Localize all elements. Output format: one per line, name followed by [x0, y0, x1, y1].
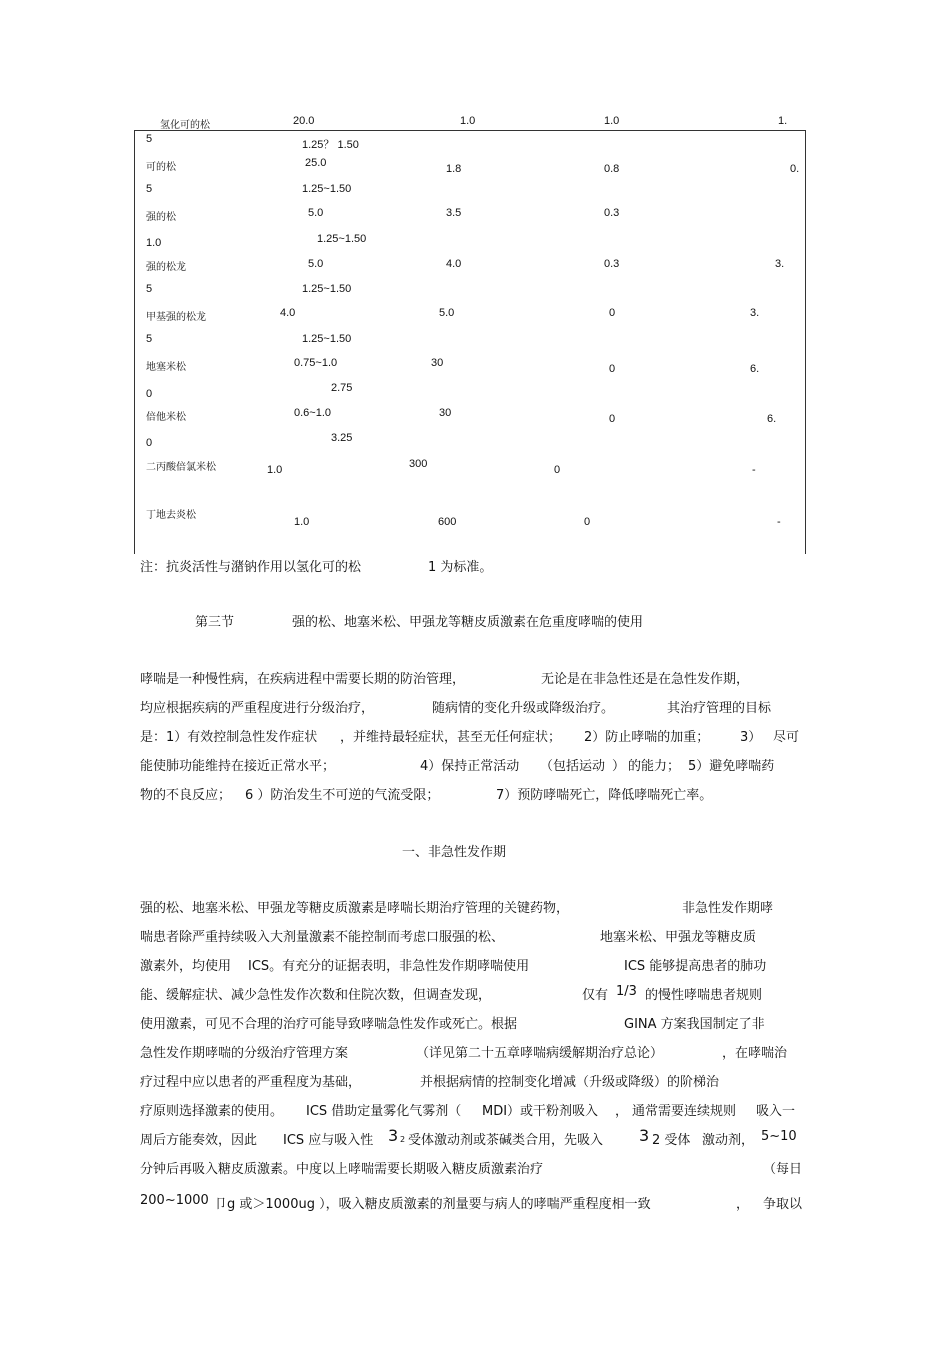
cell-value: 0.6~1.0	[294, 407, 332, 419]
paragraph-text: 通常需要连续规则	[632, 1104, 737, 1119]
cell-value: 0	[146, 388, 153, 400]
paragraph-text: 地塞米松、甲强龙等糖皮质	[600, 930, 757, 945]
cell-value: 0.3	[604, 207, 620, 219]
paragraph-text: 6 ）防治发生不可逆的气流受限；	[245, 788, 440, 803]
cell-value: 1.8	[446, 163, 462, 175]
paragraph-text: （每日	[763, 1162, 803, 1177]
cell-value: 1.0	[460, 115, 476, 127]
paragraph-text: 受体激动剂或茶碱类合用，先吸入	[408, 1133, 604, 1148]
cell-value: 3.25	[331, 432, 353, 444]
paragraph-text: 使用激素，可见不合理的治疗可能导致哮喘急性发作或死亡。根据	[140, 1017, 518, 1032]
paragraph-text: 随病情的变化升级或降级治疗。	[432, 701, 615, 716]
cell-value: 0.	[790, 163, 800, 175]
paragraph-text: 吸入一	[756, 1104, 796, 1119]
drug-name: 可的松	[146, 162, 176, 173]
paragraph-text: 强的松、地塞米松、甲强龙等糖皮质激素是哮喘长期治疗管理的关键药物，	[140, 901, 570, 916]
drug-name: 倍他米松	[146, 412, 186, 423]
cell-value: 5.0	[439, 307, 455, 319]
paragraph-text: 仅有	[582, 988, 609, 1003]
paragraph-text: ，	[736, 1197, 750, 1212]
paragraph-text: （包括运动	[540, 759, 606, 774]
drug-name: 氢化可的松	[160, 120, 210, 131]
table-note-value: 1 为标准。	[428, 560, 493, 575]
cell-value: 25.0	[305, 157, 327, 169]
drug-name: 丁地去炎松	[146, 510, 196, 521]
table-left-border	[134, 130, 135, 554]
section-title: 强的松、地塞米松、甲强龙等糖皮质激素在危重度哮喘的使用	[292, 615, 644, 630]
cell-value: 3.	[775, 258, 785, 270]
cell-value: 5	[146, 283, 153, 295]
paragraph-text: 疗原则选择激素的使用。	[140, 1104, 284, 1119]
paragraph-text: 急性发作期哮喘的分级治疗管理方案	[140, 1046, 349, 1061]
cell-value: 0	[609, 413, 616, 425]
cell-value: 6.	[767, 413, 777, 425]
cell-value: 0	[554, 464, 561, 476]
cell-value: 5	[146, 183, 153, 195]
paragraph-text: 争取以	[763, 1197, 803, 1212]
cell-value: 4.0	[446, 258, 462, 270]
paragraph-text: ICS 应与吸入性	[283, 1133, 374, 1148]
cell-value: 20.0	[293, 115, 315, 127]
cell-value: 0.3	[604, 258, 620, 270]
paragraph-text: 激素外，均使用	[140, 959, 232, 974]
cell-value: 0	[609, 307, 616, 319]
paragraph-text: 2）防止哮喘的加重；	[584, 730, 710, 745]
paragraph-text: 1/3	[616, 984, 637, 999]
cell-value: 3.5	[446, 207, 462, 219]
paragraph-text: ，在哮喘治	[722, 1046, 788, 1061]
cell-value: 6.	[750, 363, 760, 375]
cell-value: 1.25？ 1.50	[302, 139, 359, 151]
paragraph-text: 疗过程中应以患者的严重程度为基础，	[140, 1075, 362, 1090]
paragraph-text: 能使肺功能维持在接近正常水平；	[140, 759, 336, 774]
cell-value: 4.0	[280, 307, 296, 319]
paragraph-text: 的慢性哮喘患者规则	[645, 988, 763, 1003]
beta-symbol: 3	[639, 1126, 650, 1145]
paragraph-text: 卩g 或＞1000ug ），吸入糖皮质激素的剂量要与病人的哮喘严重程度相一致	[214, 1197, 651, 1212]
cell-value: 1.0	[146, 237, 162, 249]
paragraph-text: 分钟后再吸入糖皮质激素。中度以上哮喘需要长期吸入糖皮质激素治疗	[140, 1162, 544, 1177]
paragraph-text: 无论是在非急性还是在急性发作期，	[541, 672, 750, 687]
cell-value: 5	[146, 133, 153, 145]
section-label: 第三节	[195, 615, 235, 630]
paragraph-text: 200~1000	[140, 1193, 209, 1208]
beta-symbol: 3	[388, 1126, 399, 1145]
cell-value: 5.0	[308, 207, 324, 219]
cell-value: 1.0	[294, 516, 310, 528]
drug-name: 强的松龙	[146, 262, 186, 273]
cell-value: 3.	[750, 307, 760, 319]
paragraph-text: 尽可	[773, 730, 800, 745]
paragraph-text: 非急性发作期哮	[682, 901, 774, 916]
drug-name: 强的松	[146, 212, 176, 223]
subheading: 一、非急性发作期	[402, 845, 507, 860]
cell-value: 1.25~1.50	[302, 333, 352, 345]
paragraph-text: 哮喘是一种慢性病，在疾病进程中需要长期的防治管理，	[140, 672, 466, 687]
table-right-border	[805, 130, 806, 554]
paragraph-text: ，并维持最轻症状，甚至无任何症状；	[340, 730, 562, 745]
paragraph-text: 2 受体	[652, 1133, 691, 1148]
cell-value: 1.25~1.50	[302, 183, 352, 195]
cell-value: 600	[438, 516, 457, 528]
paragraph-text: 4）保持正常活动	[420, 759, 520, 774]
cell-value: -	[777, 516, 781, 528]
drug-name: 地塞米松	[146, 362, 186, 373]
cell-value: 1.25~1.50	[317, 233, 367, 245]
cell-value: 1.0	[267, 464, 283, 476]
paragraph-text: ICS 借助定量雾化气雾剂（	[306, 1104, 462, 1119]
paragraph-text: 喘患者除严重持续吸入大剂量激素不能控制而考虑口服强的松、	[140, 930, 505, 945]
paragraph-text: （详见第二十五章哮喘病缓解期治疗总论）	[416, 1046, 664, 1061]
paragraph-text: ）	[612, 759, 626, 774]
table-top-border	[134, 130, 806, 131]
paragraph-text: 能、缓解症状、减少急性发作次数和住院次数，但调查发现，	[140, 988, 492, 1003]
paragraph-text: MDI）或干粉剂吸入	[482, 1104, 599, 1119]
paragraph-text: 5~10	[761, 1129, 797, 1144]
paragraph-text: 的能力；	[628, 759, 681, 774]
drug-name: 二丙酸倍氯米松	[146, 462, 216, 473]
paragraph-text: 其治疗管理的目标	[667, 701, 772, 716]
cell-value: 5.0	[308, 258, 324, 270]
cell-value: 30	[439, 407, 452, 419]
paragraph-text: 并根据病情的控制变化增减（升级或降级）的阶梯治	[420, 1075, 720, 1090]
cell-value: -	[752, 464, 756, 476]
paragraph-text: 7）预防哮喘死亡，降低哮喘死亡率。	[496, 788, 713, 803]
paragraph-text: ICS。有充分的证据表明，非急性发作期哮喘使用	[248, 959, 530, 974]
paragraph-text: ICS 能够提高患者的肺功	[624, 959, 767, 974]
cell-value: 30	[431, 357, 444, 369]
cell-value: 1.25~1.50	[302, 283, 352, 295]
paragraph-text: 是：1）有效控制急性发作症状	[140, 730, 318, 745]
subscript-digit: 2	[400, 1135, 406, 1144]
paragraph-text: 激动剂，	[702, 1133, 755, 1148]
cell-value: 0.8	[604, 163, 620, 175]
paragraph-text: 3）	[740, 730, 762, 745]
cell-value: 0.75~1.0	[294, 357, 338, 369]
paragraph-text: 5）避免哮喘药	[688, 759, 775, 774]
cell-value: 300	[409, 458, 428, 470]
cell-value: 0	[146, 437, 153, 449]
cell-value: 0	[609, 363, 616, 375]
drug-name: 甲基强的松龙	[146, 312, 206, 323]
paragraph-text: 物的不良反应；	[140, 788, 232, 803]
cell-value: 1.	[778, 115, 788, 127]
paragraph-text: 周后方能奏效，因此	[140, 1133, 258, 1148]
cell-value: 1.0	[604, 115, 620, 127]
paragraph-text: GINA 方案我国制定了非	[624, 1017, 765, 1032]
paragraph-text: 均应根据疾病的严重程度进行分级治疗，	[140, 701, 375, 716]
table-note: 注：抗炎活性与潴钠作用以氢化可的松	[140, 560, 362, 575]
cell-value: 0	[584, 516, 591, 528]
cell-value: 2.75	[331, 382, 353, 394]
paragraph-text: ，	[615, 1104, 629, 1119]
cell-value: 5	[146, 333, 153, 345]
